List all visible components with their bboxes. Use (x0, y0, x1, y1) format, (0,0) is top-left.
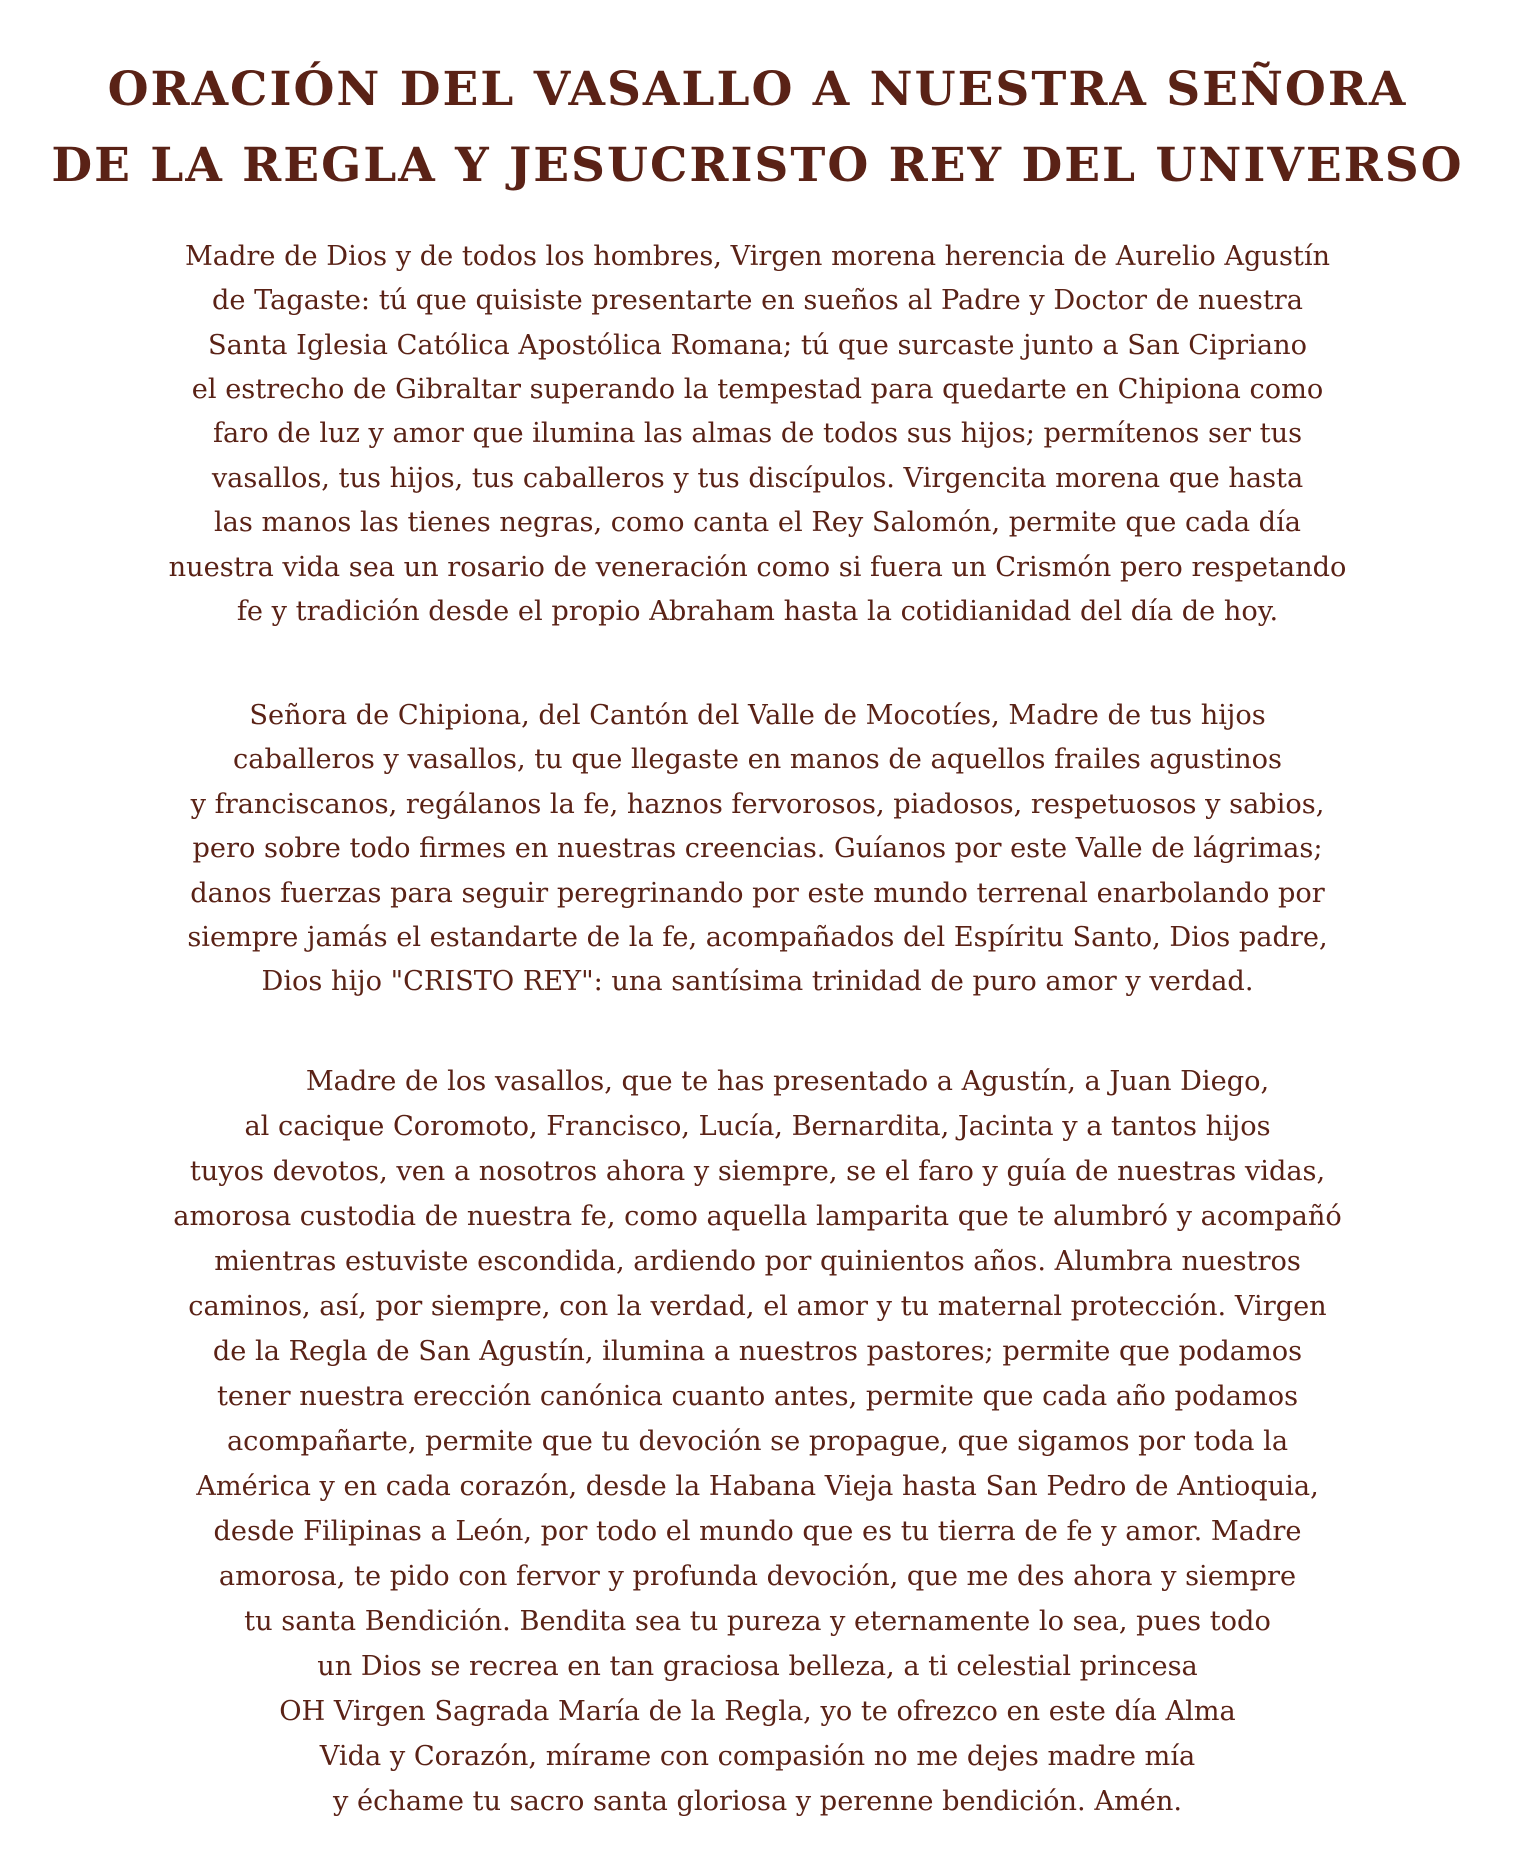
text-line: amorosa custodia de nuestra fe, como aquella lamparita que te alumbró y acompañó (173, 1201, 1342, 1232)
text-line: tu santa Bendición. Bendita sea tu pureza y eternamente lo sea, pues todo (244, 1606, 1271, 1637)
text-line: siempre jamás el estandarte de la fe, acompañados del Espíritu Santo, Dios padre, (187, 922, 1328, 953)
text-line: pero sobre todo firmes en nuestras creencias. Guíanos por este Valle de lágrimas; (192, 833, 1323, 864)
text-line: América y en cada corazón, desde la Habana Vieja hasta San Pedro de Antioquia, (196, 1471, 1319, 1502)
text-line: faro de luz y amor que ilumina las almas de todos sus hijos; permítenos ser tus (212, 418, 1303, 449)
text-line: vasallos, tus hijos, tus caballeros y tus discípulos. Virgencita morena que hasta (211, 463, 1304, 494)
text-line: al cacique Coromoto, Francisco, Lucía, Bernardita, Jacinta y a tantos hijos (244, 1111, 1271, 1142)
title-line-2: DE LA REGLA Y JESUCRISTO REY DEL UNIVERSO (51, 138, 1464, 193)
text-line: amorosa, te pido con fervor y profunda devoción, que me des ahora y siempre (218, 1561, 1297, 1592)
text-line: Vida y Corazón, mírame con compasión no me dejes madre mía (319, 1741, 1196, 1772)
text-line: desde Filipinas a León, por todo el mundo que es tu tierra de fe y amor. Madre (213, 1516, 1302, 1547)
text-line: Madre de los vasallos, que te has presentado a Agustín, a Juan Diego, (305, 1066, 1270, 1097)
text-line: tener nuestra erección canónica cuanto antes, permite que cada año podamos (216, 1381, 1299, 1412)
text-line: tuyos devotos, ven a nosotros ahora y siempre, se el faro y guía de nuestras vidas, (189, 1156, 1326, 1187)
text-line: y franciscanos, regálanos la fe, haznos fervorosos, piadosos, respetuosos y sabios, (190, 789, 1325, 820)
text-line: y échame tu sacro santa gloriosa y perenne bendición. Amén. (333, 1786, 1182, 1817)
text-line: de Tagaste: tú que quisiste presentarte en sueños al Padre y Doctor de nuestra (211, 285, 1304, 316)
text-line: caminos, así, por siempre, con la verdad, el amor y tu maternal protección. Virgen (188, 1291, 1327, 1322)
text-line: fe y tradición desde el propio Abraham hasta la cotidianidad del día de hoy. (236, 596, 1279, 627)
text-line: OH Virgen Sagrada María de la Regla, yo te ofrezco en este día Alma (279, 1696, 1236, 1727)
text-line: de la Regla de San Agustín, ilumina a nuestros pastores; permite que podamos (212, 1336, 1303, 1367)
text-line: un Dios se recrea en tan graciosa belleza, a ti celestial princesa (317, 1651, 1198, 1682)
title-line-1: ORACIÓN DEL VASALLO A NUESTRA SEÑORA (107, 62, 1408, 117)
text-line: las manos las tienes negras, como canta el Rey Salomón, permite que cada día (213, 507, 1301, 538)
text-line: el estrecho de Gibraltar superando la tempestad para quedarte en Chipiona como (191, 374, 1324, 405)
text-line: caballeros y vasallos, tu que llegaste en manos de aquellos frailes agustinos (233, 744, 1282, 775)
text-line: acompañarte, permite que tu devoción se propague, que sigamos por toda la (226, 1426, 1289, 1457)
text-line: danos fuerzas para seguir peregrinando por este mundo terrenal enarbolando por (190, 878, 1325, 909)
text-line: nuestra vida sea un rosario de veneración como si fuera un Crismón pero respetando (168, 552, 1347, 583)
text-line: mientras estuviste escondida, ardiendo por quinientos años. Alumbra nuestros (214, 1246, 1301, 1277)
text-line: Madre de Dios y de todos los hombres, Virgen morena herencia de Aurelio Agustín (184, 241, 1331, 272)
text-line: Santa Iglesia Católica Apostólica Romana; tú que surcaste junto a San Cipriano (208, 330, 1307, 361)
text-line: Dios hijo "CRISTO REY": una santísima trinidad de puro amor y verdad. (261, 966, 1254, 997)
text-line: Señora de Chipiona, del Cantón del Valle de Mocotíes, Madre de tus hijos (249, 700, 1266, 731)
